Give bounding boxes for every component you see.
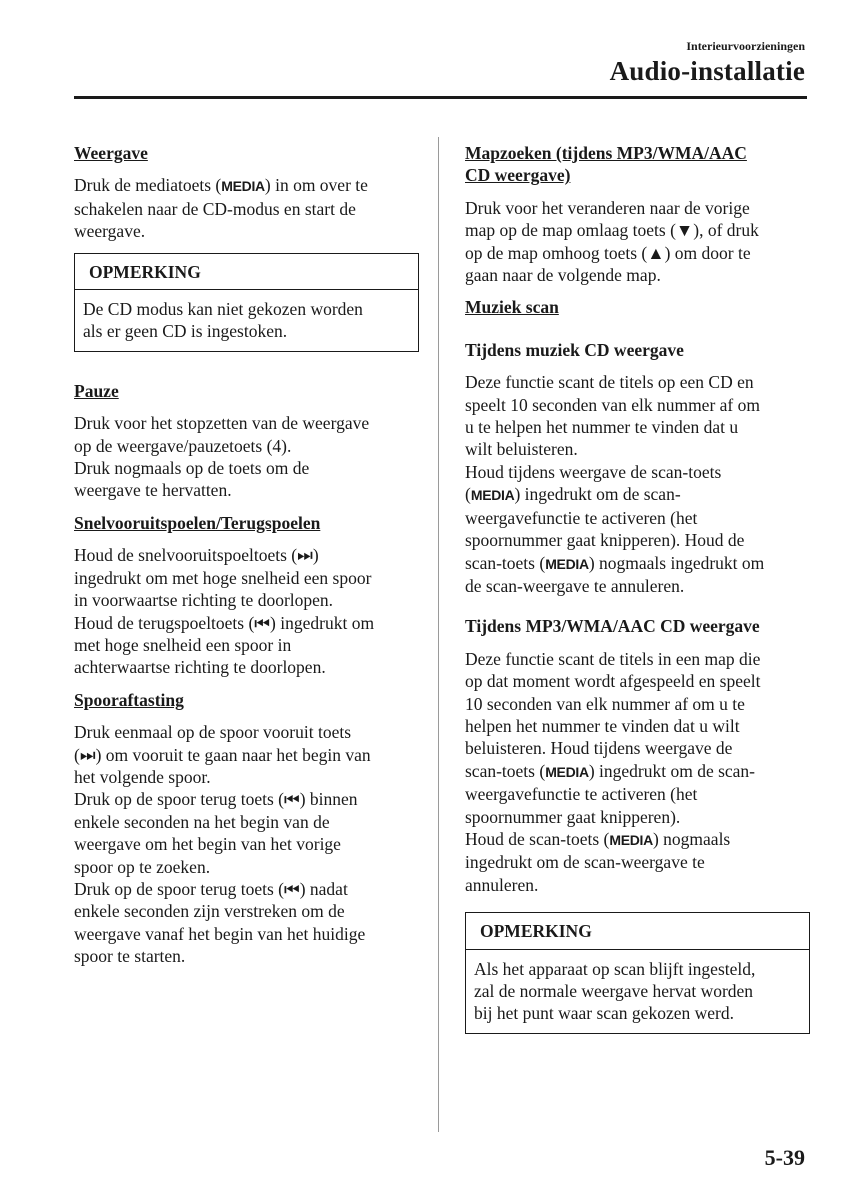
scan-text-mp3: Deze functie scant de titels in een map die op dat moment wordt afgespeeld en speelt 10 seconden van elk nummer af om u te helpen het nummer te vinden dat u wilt beluisteren. Houd tijdens weergave de scan-toets (MEDIA) ingedrukt om de scan- weergavefunctie te activeren (het spoornummer gaat knipperen). Houd de scan-toets (MEDIA) nogmaals ingedrukt om de scan-weergave te annuleren. xyxy=(465,648,761,895)
media-key-label: MEDIA xyxy=(470,487,515,504)
media-key-label: MEDIA xyxy=(221,178,265,195)
spoor-text: Druk eenmaal op de spoor vooruit toets (⏭) om vooruit te gaan naar het begin van het volgende spoor. Druk op de spoor terug toets (⏮) binnen enkele seconden na het begin van de weergave om het begin van het vorige spoor op te zoeken. Druk op de spoor terug toets (⏮) nadat enkele seconden zijn verstreken om de weergave vanaf het begin van het huidige spoor te starten. xyxy=(74,722,371,967)
snel-heading: Snelvooruitspoelen/Terugspoelen xyxy=(74,512,321,533)
pauze-text: Druk voor het stopzetten van de weergave op de weergave/pauzetoets (4). Druk nogmaals op de toets om de weergave te hervatten. xyxy=(74,413,370,501)
page-number: 5-39 xyxy=(764,1145,805,1170)
scan-text-cd: Deze functie scant de titels op een CD en speelt 10 seconden van elk nummer af om u te helpen het nummer te vinden dat u wilt beluisteren. Houd tijdens weergave de scan-toets (MEDIA) ingedrukt om de scan- weergavefunctie te activeren (het spoornummer gaat knipperen). Houd de scan-toets (MEDIA) nogmaals ingedrukt om de scan-weergave te annuleren. xyxy=(465,372,765,596)
left-column xyxy=(74,142,419,978)
scan-subheading-cd: Tijdens muziek CD weergave xyxy=(465,339,684,360)
media-key-label: MEDIA xyxy=(545,763,589,780)
note-text: De CD modus kan niet gekozen worden als er geen CD is ingestoken. xyxy=(83,299,363,342)
note-text: Als het apparaat op scan blijft ingesteld, zal de normale weergave hervat worden bij het punt waar scan gekozen werd. xyxy=(474,958,756,1024)
snel-text: Houd de snelvooruitspoeltoets (⏭) ingedrukt om met hoge snelheid een spoor in voorwaartse richting te doorlopen. Houd de terugspoeltoets (⏮) ingedrukt om met hoge snelheid een spoor in achterwaartse richting te doorlopen. xyxy=(74,545,375,678)
header-rule xyxy=(74,96,807,99)
map-heading-line1: Mapzoeken (tijdens MP3/WMA/AAC xyxy=(465,143,747,163)
right-column xyxy=(465,142,810,1044)
note-box-scan xyxy=(465,912,810,1034)
map-heading-line2: CD weergave) xyxy=(465,165,571,186)
scan-heading: Muziek scan xyxy=(465,297,559,318)
media-key-label: MEDIA xyxy=(545,555,589,572)
note-title: OPMERKING xyxy=(75,254,418,290)
note-title: OPMERKING xyxy=(466,913,809,949)
page-title: Audio-installatie xyxy=(609,56,805,86)
map-text: Druk voor het veranderen naar de vorige map op de map omlaag toets (▼), of druk op de map omhoog toets (▲) om door te gaan naar de volgende map. xyxy=(465,197,759,286)
column-divider xyxy=(438,137,439,1132)
spoor-heading: Spooraftasting xyxy=(74,689,184,710)
note-box-cd xyxy=(74,253,419,352)
weergave-text: Druk de mediatoets (MEDIA) in om over te schakelen naar de CD-modus en start de weergave. xyxy=(74,175,368,242)
weergave-heading: Weergave xyxy=(74,143,148,163)
pauze-heading: Pauze xyxy=(74,380,119,401)
section-label: Interieurvoorzieningen xyxy=(686,39,805,53)
scan-subheading-mp3: Tijdens MP3/WMA/AAC CD weergave xyxy=(465,616,760,637)
media-key-label: MEDIA xyxy=(609,831,653,848)
